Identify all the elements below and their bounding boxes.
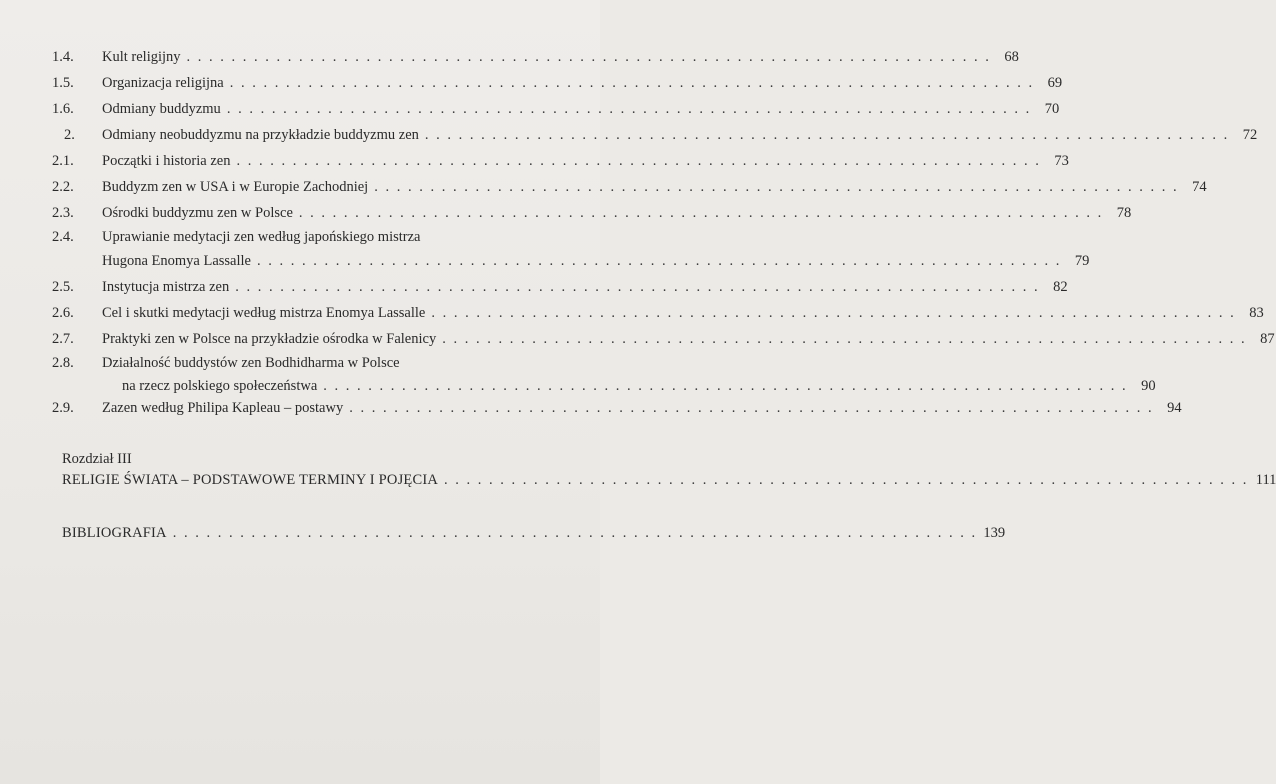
toc-entry [0,328,1275,350]
leader-dots: . . . . . . . . . . . . . . . . . . . . . . . . . . . . . . . . . . . . . . . . . . . . . . . . . . . . . . . . . . . . . . . . . . . . . . . . [431,305,1236,321]
entry-number: 2.4. [52,229,74,245]
entry-page: 83 [1249,305,1264,321]
toc-entry [0,397,1182,419]
leader-dots: . . . . . . . . . . . . . . . . . . . . . . . . . . . . . . . . . . . . . . . . . . . . . . . . . . . . . . . . . . . . . . . . . . . . . . . . [257,253,1062,269]
chapter-entry [0,469,1276,491]
entry-number: 1.6. [52,101,74,117]
chapter-label: Rozdział III [62,451,132,467]
entry-title: Cel i skutki medytacji według mistrza Enomya Lassalle [102,305,426,321]
entry-title: Organizacja religijna [102,75,224,91]
entry-number: 2.1. [52,153,74,169]
entry-number: 2.9. [52,400,74,416]
toc-entry-continuation [0,250,1090,272]
entry-title: Instytucja mistrza zen [102,279,230,295]
entry-title-line1: Działalność buddystów zen Bodhidharma w Polsce [102,355,400,371]
bibliography-page: 139 [983,525,1006,541]
entry-number: 2.6. [52,305,74,321]
entry-number: 1.4. [52,49,74,65]
leader-dots: . . . . . . . . . . . . . . . . . . . . . . . . . . . . . . . . . . . . . . . . . . . . . . . . . . . . . . . . . . . . . . . . . . . . . . . . [374,179,1179,195]
entry-page: 68 [1004,49,1019,65]
entry-page: 72 [1242,127,1258,143]
toc-entry-continuation [0,375,1156,397]
entry-page: 82 [1053,279,1068,295]
entry-number: 2.7. [52,331,74,347]
bibliography-entry [0,522,1006,544]
entry-page: 87 [1260,331,1275,347]
entry-page: 74 [1192,179,1207,195]
entry-page: 69 [1047,75,1063,91]
leader-dots: . . . . . . . . . . . . . . . . . . . . . . . . . . . . . . . . . . . . . . . . . . . . . . . . . . . . . . . . . . . . . . . . . . . . . . . . [349,400,1154,416]
entry-number: 2.8. [52,355,74,371]
leader-dots: . . . . . . . . . . . . . . . . . . . . . . . . . . . . . . . . . . . . . . . . . . . . . . . . . . . . . . . . . . . . . . . . . . . . . . . . [172,525,978,541]
leader-dots: . . . . . . . . . . . . . . . . . . . . . . . . . . . . . . . . . . . . . . . . . . . . . . . . . . . . . . . . . . . . . . . . . . . . . . . . [235,279,1040,295]
entry-number: 2.2. [52,179,74,195]
entry-title-line1: Uprawianie medytacji zen według japońskiego mistrza [102,229,421,245]
leader-dots: . . . . . . . . . . . . . . . . . . . . . . . . . . . . . . . . . . . . . . . . . . . . . . . . . . . . . . . . . . . . . . . . . . . . . . . . [186,49,991,65]
entry-title: Odmiany neobuddyzmu na przykładzie buddyzmu zen [102,127,419,143]
entry-number: 2. [64,127,75,143]
entry-page: 70 [1044,101,1060,117]
entry-number: 2.5. [52,279,74,295]
leader-dots: . . . . . . . . . . . . . . . . . . . . . . . . . . . . . . . . . . . . . . . . . . . . . . . . . . . . . . . . . . . . . . . . . . . . . . . . [442,331,1247,347]
toc-entry [0,150,1069,172]
entry-title: Ośrodki buddyzmu zen w Polsce [102,205,293,221]
entry-title: Początki i historia zen [102,153,231,169]
entry-title: Zazen według Philipa Kapleau – postawy [102,400,344,416]
entry-title: Praktyki zen w Polsce na przykładzie ośrodka w Falenicy [102,331,437,347]
leader-dots: . . . . . . . . . . . . . . . . . . . . . . . . . . . . . . . . . . . . . . . . . . . . . . . . . . . . . . . . . . . . . . . . . . . . . . . . [444,472,1249,488]
leader-dots: . . . . . . . . . . . . . . . . . . . . . . . . . . . . . . . . . . . . . . . . . . . . . . . . . . . . . . . . . . . . . . . . . . . . . . . . [226,101,1032,117]
toc-entry [0,302,1264,324]
leader-dots: . . . . . . . . . . . . . . . . . . . . . . . . . . . . . . . . . . . . . . . . . . . . . . . . . . . . . . . . . . . . . . . . . . . . . . . . [229,75,1035,91]
toc-entry [0,46,1019,68]
entry-number: 1.5. [52,75,74,91]
entry-page: 79 [1074,253,1090,269]
entry-title: Kult religijny [102,49,181,65]
leader-dots: . . . . . . . . . . . . . . . . . . . . . . . . . . . . . . . . . . . . . . . . . . . . . . . . . . . . . . . . . . . . . . . . . . . . . . . . [298,205,1104,221]
entry-title: Hugona Enomya Lassalle [102,253,251,269]
leader-dots: . . . . . . . . . . . . . . . . . . . . . . . . . . . . . . . . . . . . . . . . . . . . . . . . . . . . . . . . . . . . . . . . . . . . . . . . [323,378,1128,394]
toc-entry [0,98,1060,120]
entry-page: 94 [1167,400,1182,416]
chapter-title: RELIGIE ŚWIATA – PODSTAWOWE TERMINY I POJĘCIA [62,472,439,488]
entry-number: 2.3. [52,205,74,221]
entry-page: 78 [1116,205,1132,221]
leader-dots: . . . . . . . . . . . . . . . . . . . . . . . . . . . . . . . . . . . . . . . . . . . . . . . . . . . . . . . . . . . . . . . . . . . . . . . . [236,153,1041,169]
chapter-page: 111 [1255,472,1276,488]
toc-entry [0,352,600,374]
toc-entry [0,176,1207,198]
entry-page: 90 [1141,378,1156,394]
leader-dots: . . . . . . . . . . . . . . . . . . . . . . . . . . . . . . . . . . . . . . . . . . . . . . . . . . . . . . . . . . . . . . . . . . . . . . . . [424,127,1230,143]
toc-entry [0,276,1068,298]
entry-title: na rzecz polskiego społeczeństwa [122,378,318,394]
entry-title: Buddyzm zen w USA i w Europie Zachodniej [102,179,369,195]
bibliography-title: BIBLIOGRAFIA [62,525,167,541]
toc-entry [0,72,1063,94]
entry-title: Odmiany buddyzmu [102,101,221,117]
entry-page: 73 [1054,153,1069,169]
toc-entry [0,226,600,248]
toc-entry [0,124,1258,146]
toc-entry [0,202,1132,224]
